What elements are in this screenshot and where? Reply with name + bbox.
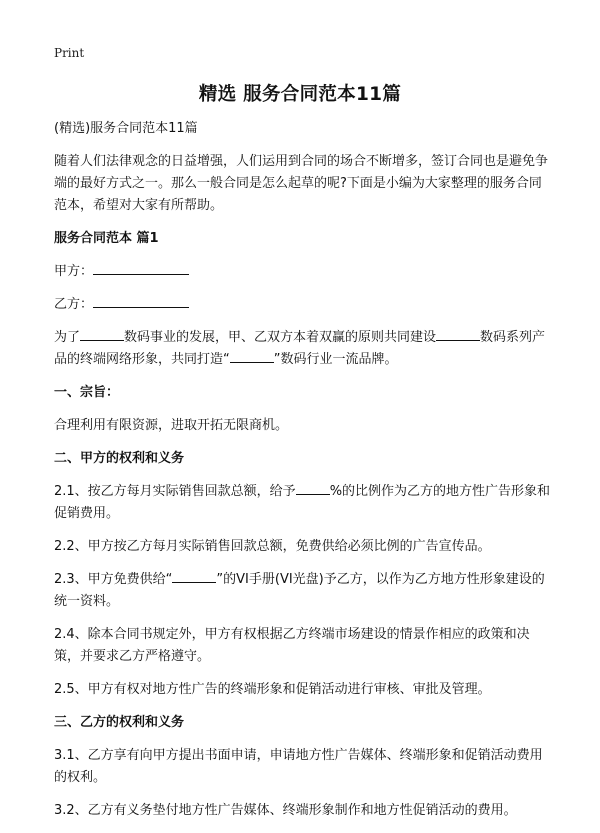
party-a-rights-heading: 二、甲方的权利和义务 (54, 451, 185, 466)
clause-2-3-text-1: 2.3、甲方免费供给“ (54, 572, 173, 587)
clause-2-1-text-1: 2.1、按乙方每月实际销售回款总额，给予 (54, 484, 296, 499)
intro-paragraph: 随着人们法律观念的日益增强，人们运用到合同的场合不断增多，签订合同也是避免争端的最好方式之一。那么一般合同是怎么起草的呢?下面是小编为大家整理的服务合同范本，希望对大家有所帮助。 (54, 154, 549, 213)
opening-text-4: ”数码行业一流品牌。 (273, 352, 398, 367)
clause-2-3 (54, 569, 554, 613)
clause-2-5: 2.5、甲方有权对地方性广告的终端形象和促销活动进行审核、审批及管理。 (54, 682, 491, 697)
clause-2-1-text-2: %的比例作为乙方的地方性广告形象和促销费用。 (54, 484, 551, 521)
document-title: 精选 服务合同范本11篇 (198, 84, 402, 105)
opening-text-1: 为了 (54, 330, 81, 345)
clause-3-2: 3.2、乙方有义务垫付地方性广告媒体、终端形象制作和地方性促销活动的费用。 (54, 803, 517, 818)
brand-blank-2 (436, 328, 480, 341)
opening-paragraph (54, 327, 554, 371)
purpose-heading: 一、宗旨： (54, 385, 120, 400)
clause-2-4: 2.4、除本合同书规定外，甲方有权根据乙方终端市场建设的情景作相应的政策和决策，并要求乙方严格遵守。 (54, 627, 530, 664)
document-subtitle: (精选)服务合同范本11篇 (54, 121, 198, 136)
party-a-label: 甲方： (54, 264, 94, 279)
opening-text-3: 数码系列产品的终端网络形象，共同打造“ (54, 330, 546, 367)
clause-2-3-text-2: ”的VI手册(VI光盘)予乙方，以作为乙方地方性形象建设的统一资料。 (54, 572, 545, 609)
clause-2-2: 2.2、甲方按乙方每月实际销售回款总额，免费供给必须比例的广告宣传品。 (54, 539, 491, 554)
party-b-line (54, 294, 554, 316)
party-a-blank (93, 262, 189, 275)
purpose-text: 合理利用有限资源，进取开拓无限商机。 (54, 418, 289, 433)
vi-brand-blank (172, 570, 216, 583)
clause-2-1 (54, 481, 554, 525)
party-b-rights-heading: 三、乙方的权利和义务 (54, 715, 185, 730)
party-a-line (54, 261, 554, 283)
percent-blank (296, 482, 330, 495)
clause-3-1: 3.1、乙方享有向甲方提出书面申请，申请地方性广告媒体、终端形象和促销活动费用的权利。 (54, 748, 543, 785)
party-b-label: 乙方： (54, 297, 94, 312)
opening-text-2: 数码事业的发展，甲、乙双方本着双赢的原则共同建设 (124, 330, 437, 345)
party-b-blank (93, 295, 189, 308)
brand-blank-1 (80, 328, 124, 341)
brand-blank-3 (230, 350, 274, 363)
document-body (54, 118, 554, 833)
print-link[interactable]: Print (54, 46, 85, 60)
section-title: 服务合同范本 篇1 (54, 231, 159, 246)
